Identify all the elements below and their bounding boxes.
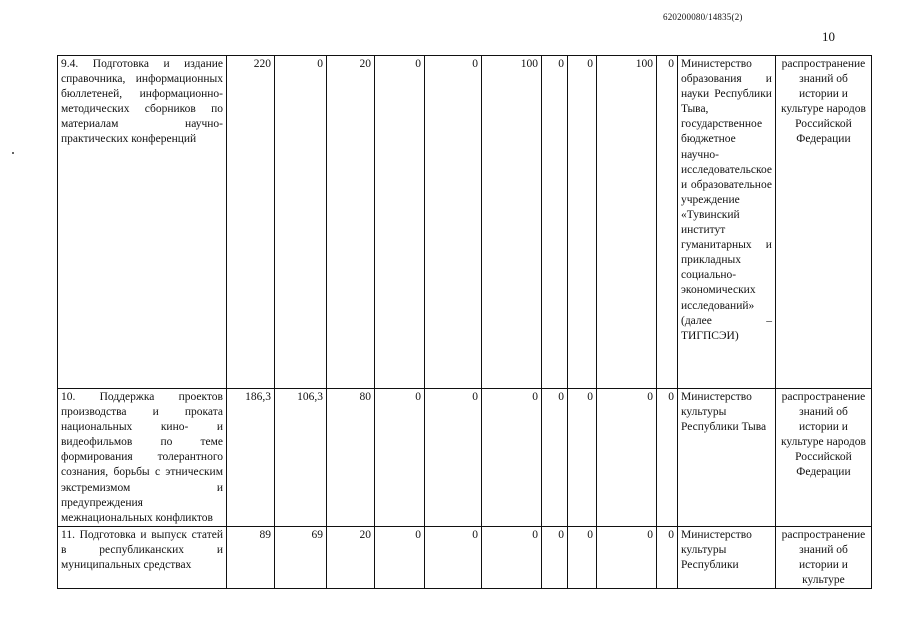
value-cell: 0: [482, 526, 542, 588]
value-cell: 0: [275, 56, 327, 389]
goal-cell: распространение знаний об истории и культуре народов Российской Федерации: [775, 389, 871, 527]
page-number: 10: [822, 29, 835, 44]
value-cell: 0: [425, 526, 482, 588]
value-cell: 0: [542, 526, 568, 588]
measure-description: 10. Поддержка проектов производства и проката национальных кино- и видеофильмов по теме формирования толерантного сознания, борьбы с этническим экстремизмом и предупреждения межнациональных конфликтов: [58, 389, 227, 527]
value-cell: 0: [375, 56, 425, 389]
value-cell: 100: [597, 56, 657, 389]
value-cell: 0: [657, 56, 678, 389]
executor-cell: Министерство культуры Республики Тыва: [678, 389, 776, 527]
measure-description: 9.4. Подготовка и издание справочника, информационных бюллетеней, информационно-методических сборников по материалам научно-практических конференций: [58, 56, 227, 389]
value-cell: 0: [375, 526, 425, 588]
value-cell: 0: [542, 389, 568, 527]
value-cell: 106,3: [275, 389, 327, 527]
value-cell: 20: [327, 56, 375, 389]
value-cell: 0: [597, 389, 657, 527]
program-table: [57, 55, 872, 589]
value-total: 186,3: [227, 389, 275, 527]
value-cell: 0: [597, 526, 657, 588]
value-cell: 0: [657, 526, 678, 588]
value-cell: 0: [425, 56, 482, 389]
table-row: [58, 389, 872, 527]
value-cell: 69: [275, 526, 327, 588]
value-cell: 0: [568, 389, 597, 527]
value-cell: 20: [327, 526, 375, 588]
value-cell: 0: [568, 526, 597, 588]
goal-cell: распространение знаний об истории и культуре народов Российской Федерации: [775, 56, 871, 389]
goal-cell: распространение знаний об истории и культуре: [775, 526, 871, 588]
value-cell: 0: [375, 389, 425, 527]
value-cell: 100: [482, 56, 542, 389]
value-cell: 0: [425, 389, 482, 527]
scan-speck: [12, 152, 14, 154]
value-cell: 0: [657, 389, 678, 527]
executor-cell: Министерство культуры Республики: [678, 526, 776, 588]
value-cell: 0: [568, 56, 597, 389]
table-row: [58, 56, 872, 389]
value-cell: 0: [542, 56, 568, 389]
value-cell: 0: [482, 389, 542, 527]
value-cell: 80: [327, 389, 375, 527]
value-total: 89: [227, 526, 275, 588]
document-id: 620200080/14835(2): [663, 12, 743, 22]
measure-description: 11. Подготовка и выпуск статей в республиканских и муниципальных средствах: [58, 526, 227, 588]
value-total: 220: [227, 56, 275, 389]
table-row: [58, 526, 872, 588]
executor-cell: Министерство образования и науки Республики Тыва, государственное бюджетное научно-исследовательское и образовательное учреждение «Тувинский институт гуманитарных и прикладных социально-экономических исследований» (далее – ТИГПСЭИ): [678, 56, 776, 389]
